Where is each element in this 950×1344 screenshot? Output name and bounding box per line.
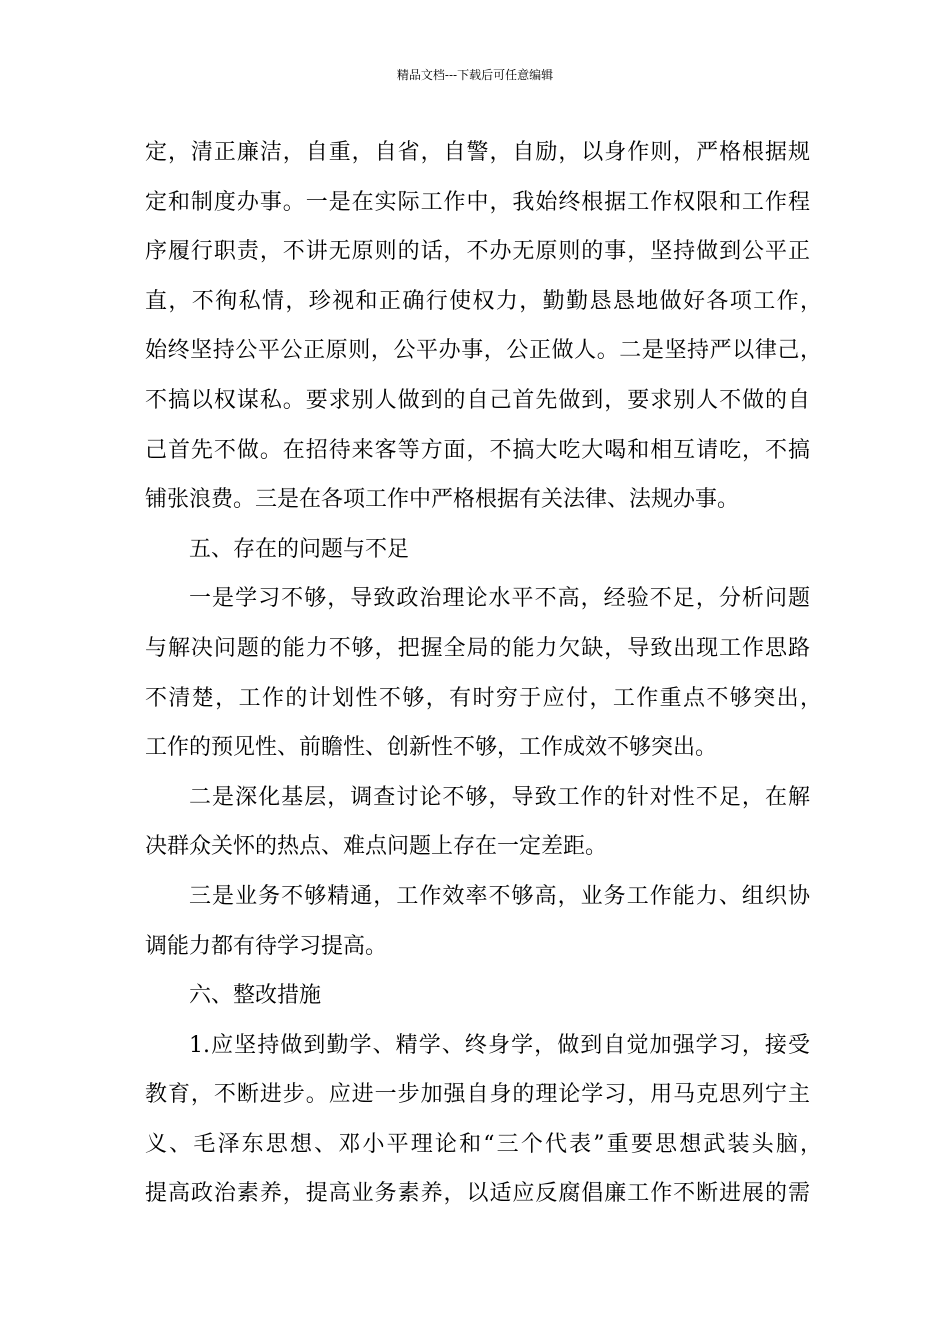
text-line: 己首先不做。在招待来客等方面，不搞大吃大喝和相互请吃，不搞 bbox=[145, 437, 810, 463]
text-line: 1.应坚持做到勤学、精学、终身学，做到自觉加强学习，接受 bbox=[189, 1032, 810, 1058]
text-line: 二是深化基层，调查讨论不够，导致工作的针对性不足，在解 bbox=[189, 784, 810, 810]
text-line: 定和制度办事。一是在实际工作中，我始终根据工作权限和工作程 bbox=[145, 189, 810, 215]
text-line: 与解决问题的能力不够，把握全局的能力欠缺，导致出现工作思路 bbox=[145, 635, 810, 661]
text-line: 始终坚持公平公正原则，公平办事，公正做人。二是坚持严以律己， bbox=[145, 338, 822, 364]
text-line: 不清楚，工作的计划性不够，有时穷于应付，工作重点不够突出， bbox=[145, 685, 822, 711]
text-line: 序履行职责，不讲无原则的话，不办无原则的事，坚持做到公平正 bbox=[145, 239, 810, 265]
text-line: 一是学习不够，导致政治理论水平不高，经验不足，分析问题 bbox=[189, 586, 810, 612]
text-line: 直，不徇私情，珍视和正确行使权力，勤勤恳恳地做好各项工作， bbox=[145, 288, 822, 314]
text-line: 工作的预见性、前瞻性、创新性不够，工作成效不够突出。 bbox=[145, 735, 718, 761]
section-heading: 五、存在的问题与不足 bbox=[189, 536, 410, 562]
text-line: 铺张浪费。三是在各项工作中严格根据有关法律、法规办事。 bbox=[145, 487, 740, 513]
text-line: 提高政治素养，提高业务素养，以适应反腐倡廉工作不断进展的需 bbox=[145, 1181, 810, 1207]
text-line: 教育，不断进步。应进一步加强自身的理论学习，用马克思列宁主 bbox=[145, 1082, 810, 1108]
page-header: 精品文档---下载后可任意编辑 bbox=[396, 68, 554, 82]
text-line: 义、毛泽东思想、邓小平理论和“三个代表”重要思想武装头脑， bbox=[145, 1131, 822, 1157]
section-heading: 六、整改措施 bbox=[189, 983, 322, 1009]
text-line: 调能力都有待学习提高。 bbox=[145, 933, 388, 959]
body-text bbox=[145, 128, 822, 1219]
text-line: 决群众关怀的热点、难点问题上存在一定差距。 bbox=[145, 834, 608, 860]
text-line: 不搞以权谋私。要求别人做到的自己首先做到，要求别人不做的自 bbox=[145, 387, 810, 413]
text-line: 定，清正廉洁，自重，自省，自警，自励，以身作则，严格根据规 bbox=[145, 140, 810, 165]
text-line: 三是业务不够精通，工作效率不够高，业务工作能力、组织协 bbox=[189, 883, 810, 909]
